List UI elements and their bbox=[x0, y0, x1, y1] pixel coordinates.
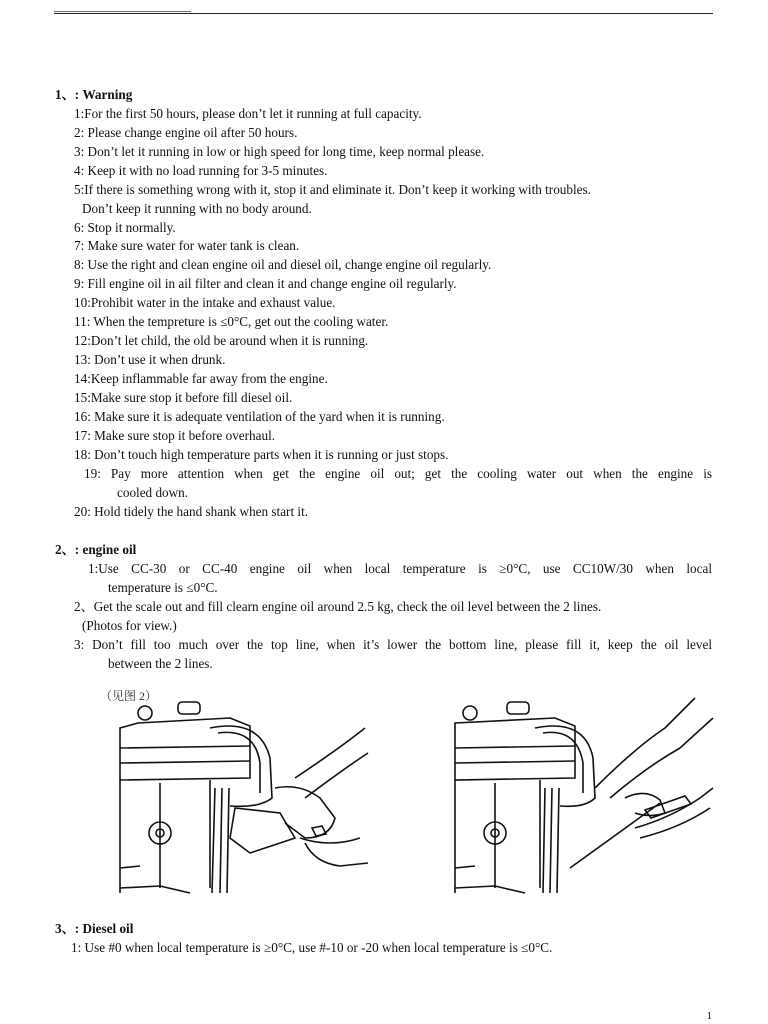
warning-item-5: 5:If there is something wrong with it, stop it and eliminate it. Don’t keep it working with troubles. bbox=[74, 182, 591, 197]
warning-item-16: 16: Make sure it is adequate ventilation of the yard when it is running. bbox=[74, 409, 445, 424]
oil-item-1: 1:Use CC-30 or CC-40 engine oil when local temperature is ≥0°C, use CC10W/30 when local bbox=[88, 561, 712, 576]
warning-item-5-cont: Don’t keep it running with no body around. bbox=[82, 201, 312, 216]
warning-item-1: 1:For the first 50 hours, please don’t let it running at full capacity. bbox=[74, 106, 422, 121]
warning-item-9: 9: Fill engine oil in ail filter and clean it and change engine oil regularly. bbox=[74, 276, 457, 291]
figure-caption: （见图 2） bbox=[100, 689, 158, 703]
warning-item-14: 14:Keep inflammable far away from the engine. bbox=[74, 371, 328, 386]
section-2-title: 2、: engine oil bbox=[55, 542, 137, 557]
warning-item-10: 10:Prohibit water in the intake and exhaust value. bbox=[74, 295, 336, 310]
warning-item-8: 8: Use the right and clean engine oil and diesel oil, change engine oil regularly. bbox=[74, 257, 492, 272]
warning-item-12: 12:Don’t let child, the old be around when it is running. bbox=[74, 333, 369, 348]
engine-oil-fill-drawing bbox=[100, 688, 370, 898]
section-1-title: 1、: Warning bbox=[55, 87, 133, 102]
oil-item-3-cont: between the 2 lines. bbox=[108, 656, 213, 671]
warning-item-13: 13: Don’t use it when drunk. bbox=[74, 352, 226, 367]
oil-item-2-note: (Photos for view.) bbox=[82, 618, 177, 633]
figure-oil-check bbox=[445, 688, 715, 898]
header-link-underline bbox=[54, 11, 191, 12]
warning-item-19: 19: Pay more attention when get the engine oil out; get the cooling water out when the engine is bbox=[84, 466, 712, 481]
header-rule bbox=[54, 13, 713, 14]
warning-item-15: 15:Make sure stop it before fill diesel oil. bbox=[74, 390, 293, 405]
oil-item-1-cont: temperature is ≤0°C. bbox=[108, 580, 218, 595]
warning-item-20: 20: Hold tidely the hand shank when start it. bbox=[74, 504, 309, 519]
page-number: 1 bbox=[706, 1010, 712, 1022]
warning-item-11: 11: When the tempreture is ≤0°C, get out the cooling water. bbox=[74, 314, 389, 329]
warning-item-19-cont: cooled down. bbox=[117, 485, 189, 500]
oil-item-3: 3: Don’t fill too much over the top line, when it’s lower the bottom line, please fill it, keep the oil level bbox=[74, 637, 712, 652]
warning-item-3: 3: Don’t let it running in low or high speed for long time, keep normal please. bbox=[74, 144, 485, 159]
warning-item-6: 6: Stop it normally. bbox=[74, 220, 176, 235]
engine-oil-dipstick-drawing bbox=[445, 688, 715, 898]
warning-item-17: 17: Make sure stop it before overhaul. bbox=[74, 428, 276, 443]
section-3-title: 3、: Diesel oil bbox=[55, 921, 134, 936]
warning-item-7: 7: Make sure water for water tank is clean. bbox=[74, 238, 300, 253]
diesel-item-1: 1: Use #0 when local temperature is ≥0°C, use #-10 or -20 when local temperature is ≤0°C. bbox=[71, 940, 553, 955]
warning-item-18: 18: Don’t touch high temperature parts when it is running or just stops. bbox=[74, 447, 449, 462]
warning-item-4: 4: Keep it with no load running for 3-5 minutes. bbox=[74, 163, 328, 178]
figure-oil-filling bbox=[100, 688, 370, 898]
warning-item-2: 2: Please change engine oil after 50 hours. bbox=[74, 125, 298, 140]
oil-item-2: 2、Get the scale out and fill clearn engine oil around 2.5 kg, check the oil level between the 2 lines. bbox=[74, 599, 602, 614]
